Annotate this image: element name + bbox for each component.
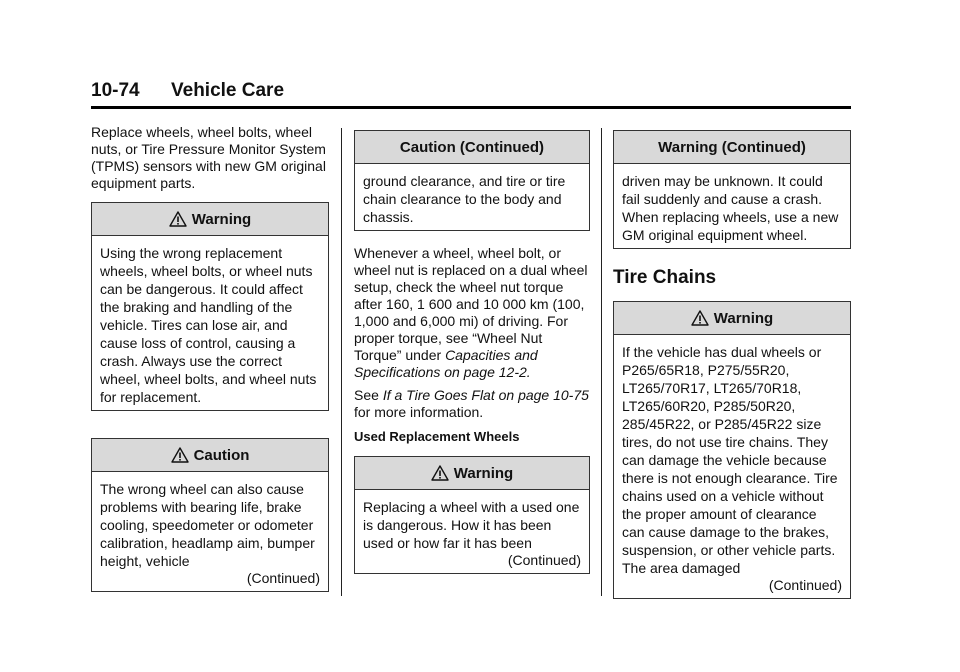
torque-reference-link[interactable]: Capacities and Specifications on page 12-2. [354, 347, 538, 380]
warning-body: Replacing a wheel with a used one is dangerous. How it has been used or how far it has been [363, 499, 580, 551]
column-divider [341, 128, 342, 596]
warning-title: Warning [191, 210, 252, 228]
caution-header [92, 439, 328, 472]
warning-triangle-icon [691, 310, 709, 326]
continued-label: (Continued) [768, 577, 842, 593]
caution-continued-header: Caution (Continued) [355, 131, 589, 164]
caution-body: The wrong wheel can also cause problems with bearing life, brake cooling, speedometer or odometer calibration, headlamp aim, bumper height, vehicle [100, 481, 315, 569]
warning-box-used-wheels [354, 456, 590, 574]
warning-triangle-icon [171, 447, 189, 463]
warning-title: Warning [713, 309, 774, 327]
intro-paragraph: Replace wheels, wheel bolts, wheel nuts, or Tire Pressure Monitor System (TPMS) sensors with new GM original equipment parts. [91, 124, 326, 191]
flat-tire-reference-link[interactable]: If a Tire Goes Flat on page 10-75 [382, 387, 589, 403]
continued-label: (Continued) [507, 552, 581, 568]
warning-box [91, 202, 329, 411]
caution-title: Caution [193, 446, 250, 464]
subheading-used-wheels: Used Replacement Wheels [354, 429, 520, 444]
page-header [91, 80, 851, 109]
caution-continued-box [354, 130, 590, 231]
see-suffix: for more information. [354, 404, 484, 420]
torque-text: Whenever a wheel, wheel bolt, or wheel nut is replaced on a dual wheel setup, check the wheel nut torque after 160, 1 600 and 10 000 km (100, 1,000 and 6,000 mi) of driving. For proper torque, see “Wheel Nut Torque” under [354, 245, 588, 363]
warning-triangle-icon [431, 465, 449, 481]
column-1 [91, 124, 329, 592]
warning-body-wrap [355, 490, 589, 573]
caution-box [91, 438, 329, 592]
caution-continued-body: ground clearance, and tire or tire chain clearance to the body and chassis. [363, 173, 566, 225]
continued-label: (Continued) [246, 570, 320, 586]
warning-continued-box [613, 130, 851, 249]
warning-triangle-icon [169, 211, 187, 227]
warning-body-wrap [614, 335, 850, 598]
torque-paragraph [354, 245, 590, 381]
warning-body: If the vehicle has dual wheels or P265/65R18, P275/55R20, LT265/70R17, LT265/70R18, LT265/60R20, P285/50R20, 285/45R22, or P285/45R22 size tires, do not use tire chains. They can damage the vehicle because there is not enough clearance. Tire chains used on a vehicle without the proper amount of clearance can cause damage to the brakes, suspension, or other vehicle parts. The area damaged [622, 344, 838, 576]
warning-body: Using the wrong replacement wheels, wheel bolts, or wheel nuts can be dangerous. It could affect the braking and handling of the vehicle. Tires can lose air, and cause loss of control, causing a crash. Always use the correct wheel, wheel bolts, and wheel nuts for replacement. [100, 245, 317, 405]
warning-header [614, 302, 850, 335]
see-prefix: See [354, 387, 379, 403]
tire-chains-heading: Tire Chains [613, 267, 717, 288]
warning-title: Warning [453, 464, 514, 482]
column-2 [354, 130, 590, 574]
warning-continued-header: Warning (Continued) [614, 131, 850, 164]
warning-box-tire-chains [613, 301, 851, 599]
warning-header [92, 203, 328, 236]
page-number: 10-74 [91, 80, 140, 101]
section-title: Vehicle Care [171, 80, 285, 101]
warning-continued-body: driven may be unknown. It could fail suddenly and cause a crash. When replacing wheels, use a new GM original equipment wheel. [622, 173, 839, 243]
column-divider [601, 128, 602, 596]
see-paragraph [354, 387, 590, 421]
column-3 [613, 130, 851, 599]
caution-body-wrap [92, 472, 328, 591]
warning-header [355, 457, 589, 490]
